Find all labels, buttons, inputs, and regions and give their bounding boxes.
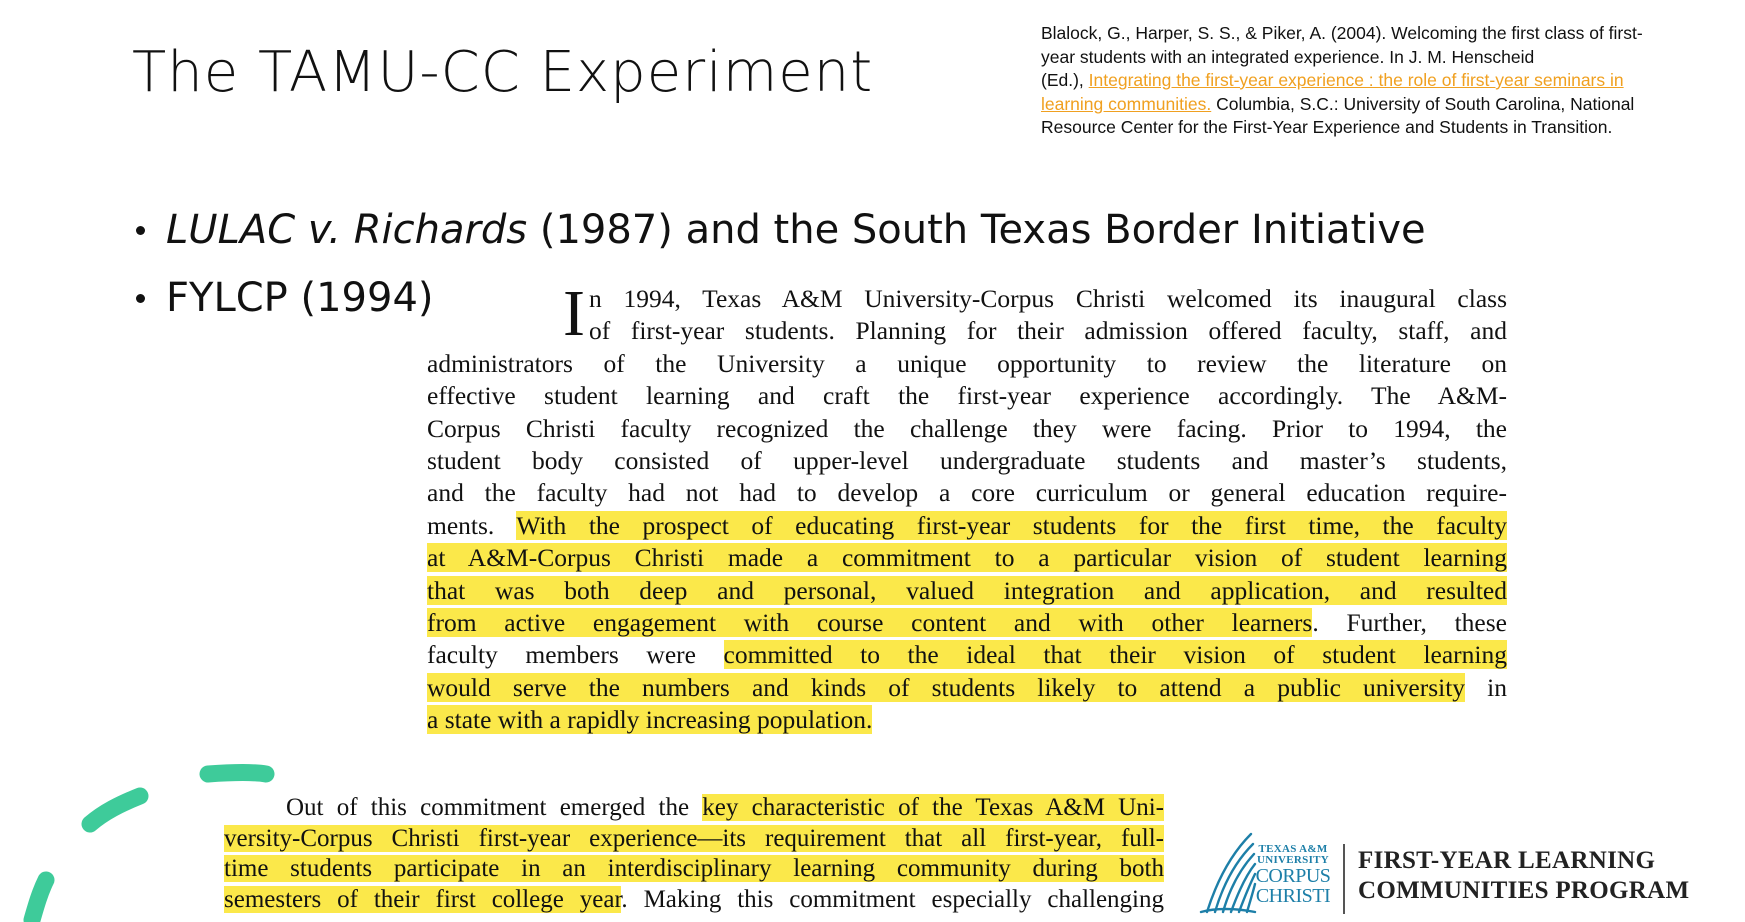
excerpt-text: . Further, these — [1312, 607, 1507, 637]
case-name: LULAC v. Richards — [166, 207, 528, 253]
excerpt-line — [427, 542, 1507, 574]
citation-text: Resource Center for the First-Year Experience and Students in Transition. — [1041, 117, 1613, 137]
program-name — [1358, 846, 1689, 906]
excerpt-line — [224, 824, 1164, 855]
bullet-text: FYLCP (1994) — [166, 275, 434, 321]
excerpt-text: faculty members were — [427, 640, 724, 670]
citation-text: (Ed.), — [1041, 70, 1089, 90]
citation-text: Columbia, S.C.: University of South Carolina, National — [1211, 93, 1635, 114]
wordmark-big: CHRISTI — [1255, 885, 1331, 907]
highlighted-text: committed to the ideal that their vision of student learning — [723, 640, 1507, 670]
highlighted-text: at A&M-Corpus Christi made a commitment to a particular vision of student learning — [427, 543, 1507, 573]
excerpt-text: Out of this commitment emerged the — [286, 794, 703, 821]
excerpt-line: of first-year students. Planning for their admission offered faculty, staff, and — [588, 316, 1507, 346]
citation-text: Blalock, G., Harper, S. S., & Piker, A. (2004). Welcoming the first class of first- — [1041, 23, 1643, 43]
excerpt-text: in — [1465, 672, 1507, 702]
highlighted-text: would serve the numbers and kinds of students likely to attend a public university — [427, 672, 1466, 702]
citation-text: year students with an integrated experience. In J. M. Henscheid — [1041, 46, 1535, 67]
excerpt-line — [224, 854, 1164, 885]
excerpt-line — [427, 575, 1507, 607]
excerpt-line: administrators of the University a unique opportunity to review the literature on — [427, 348, 1507, 378]
bullet-text: (1987) and the South Texas Border Initiative — [527, 207, 1426, 253]
citation — [1041, 22, 1721, 140]
wordmark-small: UNIVERSITY — [1256, 854, 1330, 866]
bullet-item — [132, 196, 1426, 264]
highlighted-text: key characteristic of the Texas A&M Uni- — [702, 794, 1164, 821]
excerpt-paragraph-2 — [224, 793, 1164, 915]
excerpt-line — [224, 793, 1164, 824]
decorative-dashed-arc — [0, 740, 300, 922]
logo-divider — [1343, 844, 1345, 914]
slide-title: The TAMU-CC Experiment — [132, 40, 874, 105]
wing-logo-icon — [1195, 826, 1257, 922]
citation-book-link[interactable]: learning communities. — [1041, 93, 1212, 114]
excerpt-line: Corpus Christi faculty recognized the challenge they were facing. Prior to 1994, the — [427, 413, 1507, 443]
program-logo — [1195, 826, 1745, 922]
excerpt-line — [427, 607, 1507, 639]
excerpt-line: student body consisted of upper-level undergraduate students and master’s students, — [427, 445, 1507, 475]
highlighted-text: from active engagement with course content and with other learners — [427, 607, 1313, 637]
excerpt-text: ments. — [427, 510, 517, 540]
excerpt-paragraph-1 — [427, 277, 1507, 736]
highlighted-text: a state with a rapidly increasing population. — [427, 705, 873, 735]
excerpt-line — [224, 885, 1164, 916]
highlighted-text: time students participate in an interdisciplinary learning community during both — [224, 855, 1164, 882]
program-name-line: FIRST-YEAR LEARNING — [1358, 847, 1656, 874]
highlighted-text: With the prospect of educating first-year students for the first time, the faculty — [516, 510, 1507, 540]
drop-cap: I — [563, 277, 585, 350]
excerpt-text: . Making this commitment especially challenging — [621, 885, 1164, 913]
university-wordmark — [1253, 844, 1333, 906]
wordmark-big: CORPUS — [1255, 865, 1331, 887]
citation-book-link[interactable]: Integrating the first-year experience : the role of first-year seminars in — [1088, 70, 1624, 90]
program-name-line: COMMUNITIES PROGRAM — [1358, 877, 1690, 904]
excerpt-line — [427, 672, 1507, 704]
excerpt-line — [427, 704, 1507, 736]
excerpt-line: effective student learning and craft the first-year experience accordingly. The A&M- — [427, 381, 1507, 411]
excerpt-line — [427, 510, 1507, 542]
excerpt-line: n 1994, Texas A&M University-Corpus Christi welcomed its inaugural class — [588, 284, 1507, 313]
highlighted-text: semesters of their first college year — [224, 885, 622, 913]
excerpt-line — [427, 639, 1507, 671]
excerpt-line: and the faculty had not had to develop a core curriculum or general education require- — [427, 478, 1507, 508]
wordmark-small: TEXAS A&M — [1258, 843, 1328, 855]
highlighted-text: that was both deep and personal, valued integration and application, and resulted — [427, 575, 1507, 605]
highlighted-text: versity-Corpus Christi first-year experience—its requirement that all first-year, full- — [224, 824, 1164, 852]
